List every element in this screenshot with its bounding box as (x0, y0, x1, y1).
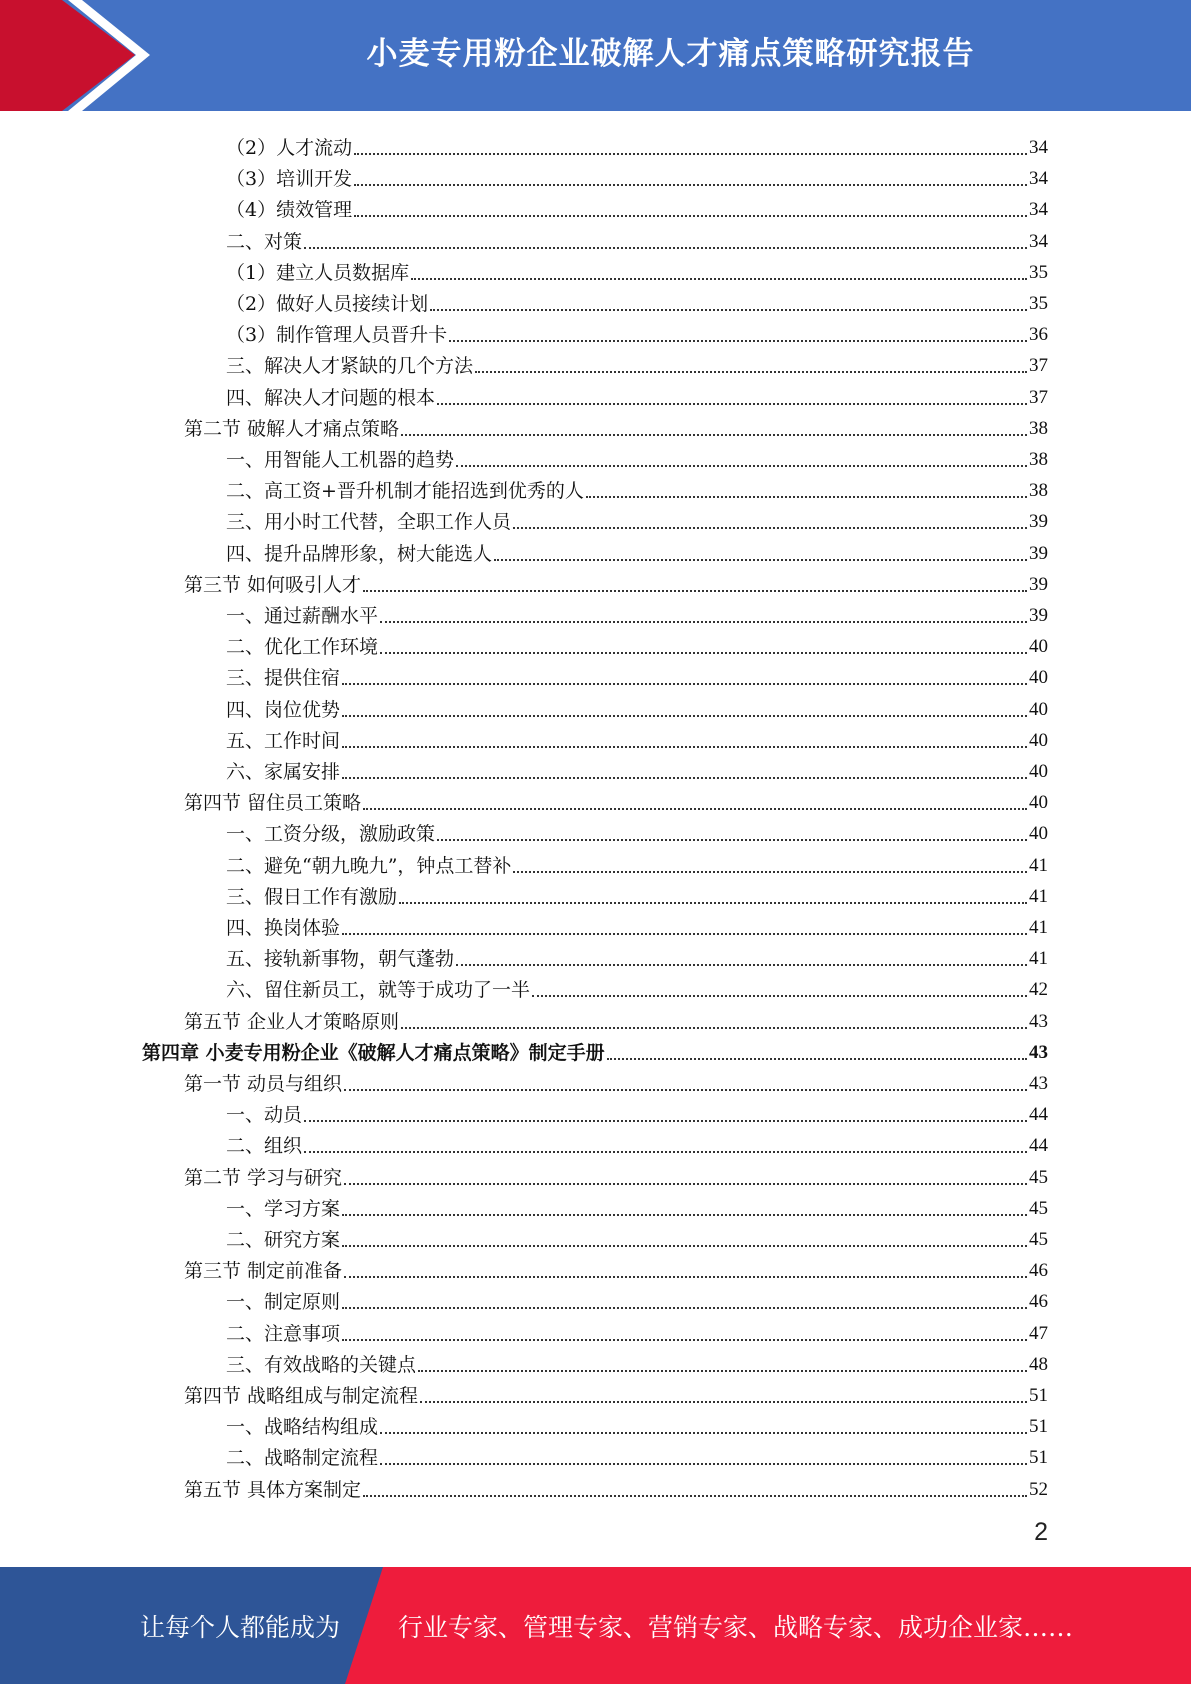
toc-entry-title: 四、解决人才问题的根本 (226, 386, 436, 409)
toc-entry[interactable] (226, 658, 1048, 689)
toc-leader-dots (342, 1307, 1027, 1309)
toc-entry-page: 45 (1029, 1229, 1048, 1250)
toc-entry-page: 38 (1029, 417, 1048, 439)
toc-entry-title: 一、战略结构组成 (226, 1416, 379, 1439)
toc-entry-title: 四、提升品牌形象，树大能选人 (226, 542, 493, 565)
toc-leader-dots (304, 247, 1027, 249)
toc-entry[interactable] (226, 440, 1048, 471)
toc-entry-page: 37 (1029, 355, 1048, 377)
toc-entry-title: 一、工资分级，激励政策 (226, 823, 436, 846)
toc-leader-dots (399, 902, 1027, 904)
toc-entry[interactable] (226, 1407, 1048, 1438)
toc-entry[interactable] (226, 346, 1048, 377)
toc-entry[interactable] (226, 721, 1048, 752)
toc-entry[interactable] (184, 409, 1048, 440)
toc-entry-page: 40 (1029, 667, 1048, 689)
toc-leader-dots (532, 995, 1027, 997)
toc-entry[interactable] (226, 690, 1048, 721)
toc-entry[interactable] (226, 846, 1048, 877)
toc-entry[interactable] (226, 190, 1048, 221)
footer-slogan-right: 行业专家、管理专家、营销专家、战略专家、成功企业家…… (398, 1612, 1074, 1642)
toc-entry-title: 第四节 战略组成与制定流程 (184, 1385, 419, 1407)
toc-leader-dots (380, 652, 1027, 654)
toc-entry-page: 48 (1029, 1353, 1048, 1375)
toc-entry[interactable] (226, 1189, 1048, 1220)
toc-leader-dots (420, 1401, 1027, 1403)
toc-entry-title: 四、换岗体验 (226, 917, 341, 939)
toc-leader-dots (363, 808, 1027, 810)
toc-entry-page: 34 (1029, 199, 1048, 221)
toc-entry-page: 34 (1029, 137, 1048, 158)
toc-leader-dots (354, 184, 1027, 186)
toc-entry[interactable] (226, 159, 1048, 190)
toc-entry-page: 44 (1029, 1104, 1048, 1126)
toc-entry[interactable] (226, 970, 1048, 1001)
toc-entry-title: （3）培训开发 (226, 168, 353, 191)
toc-entry[interactable] (226, 378, 1048, 409)
toc-entry-page: 39 (1029, 542, 1048, 564)
toc-entry-title: 第三节 如何吸引人才 (184, 573, 362, 596)
toc-leader-dots (354, 153, 1027, 155)
toc-entry[interactable] (226, 877, 1048, 908)
toc-entry-title: 二、组织 (226, 1135, 303, 1158)
toc-entry-title: 第一节 动员与组织 (184, 1073, 343, 1095)
toc-entry-title: 一、学习方案 (226, 1197, 341, 1220)
toc-leader-dots (475, 371, 1027, 373)
toc-entry-page: 51 (1029, 1416, 1048, 1438)
toc-entry-page: 43 (1029, 1073, 1048, 1094)
toc-entry-title: 五、接轨新事物，朝气蓬勃 (226, 948, 455, 971)
toc-entry[interactable] (226, 502, 1048, 533)
toc-leader-dots (342, 777, 1027, 779)
toc-entry[interactable] (226, 534, 1048, 565)
toc-leader-dots (354, 215, 1027, 217)
toc-entry[interactable] (184, 1376, 1048, 1407)
toc-leader-dots (607, 1058, 1027, 1060)
toc-leader-dots (342, 715, 1027, 717)
toc-entry-page: 46 (1029, 1260, 1048, 1282)
toc-entry[interactable] (184, 783, 1048, 814)
header-title: 小麦专用粉企业破解人才痛点策略研究报告 (366, 35, 975, 72)
toc-entry[interactable] (226, 814, 1048, 845)
toc-entry[interactable] (226, 596, 1048, 627)
toc-leader-dots (380, 1432, 1027, 1434)
toc-entry-page: 39 (1029, 573, 1048, 595)
toc-entry-page: 40 (1029, 823, 1048, 845)
toc-entry[interactable] (184, 1002, 1048, 1033)
toc-entry-title: 三、提供住宿 (226, 667, 341, 690)
toc-leader-dots (304, 1151, 1027, 1153)
toc-entry-page: 44 (1029, 1135, 1048, 1157)
toc-entry-page: 51 (1029, 1447, 1048, 1469)
toc-leader-dots (344, 1183, 1027, 1185)
toc-entry-page: 41 (1029, 917, 1048, 938)
toc-leader-dots (430, 309, 1027, 311)
toc-leader-dots (456, 465, 1027, 467)
toc-entry-title: 三、用小时工代替，全职工作人员 (226, 511, 512, 534)
toc-leader-dots (411, 278, 1027, 280)
toc-leader-dots (342, 1339, 1027, 1341)
toc-entry-title: 二、避免“朝九晚九”，钟点工替补 (226, 854, 512, 877)
toc-leader-dots (418, 1370, 1027, 1372)
toc-entry-title: 一、制定原则 (226, 1291, 341, 1314)
toc-entry[interactable] (226, 222, 1048, 253)
toc-entry-title: 三、解决人才紧缺的几个方法 (226, 355, 474, 378)
toc-entry-title: 第三节 制定前准备 (184, 1260, 343, 1283)
toc-leader-dots (456, 964, 1027, 966)
toc-leader-dots (363, 590, 1027, 592)
toc-entry-title: 六、家属安排 (226, 761, 341, 783)
toc-entry-page: 45 (1029, 1166, 1048, 1188)
toc-entry-title: 二、战略制定流程 (226, 1447, 379, 1470)
toc-entry-title: 二、优化工作环境 (226, 636, 379, 659)
toc-leader-dots (342, 683, 1027, 685)
toc-entry-page: 35 (1029, 261, 1048, 283)
toc-entry-page: 52 (1029, 1478, 1048, 1500)
toc-entry-title: 二、对策 (226, 230, 303, 253)
toc-entry[interactable] (142, 1033, 1048, 1064)
toc-entry[interactable] (226, 908, 1048, 939)
toc-entry-page: 40 (1029, 729, 1048, 751)
toc-entry-page: 42 (1029, 979, 1048, 1001)
toc-entry-title: （2）做好人员接续计划 (226, 293, 429, 315)
toc-entry[interactable] (226, 1345, 1048, 1376)
page-number: 2 (1034, 1518, 1048, 1546)
toc-entry[interactable] (226, 1282, 1048, 1313)
toc-leader-dots (380, 1463, 1027, 1465)
toc-entry-page: 40 (1029, 636, 1048, 658)
toc-entry-page: 36 (1029, 324, 1048, 346)
toc-entry-title: 第五节 企业人才策略原则 (184, 1010, 400, 1033)
toc-entry[interactable] (184, 1158, 1048, 1189)
toc-leader-dots (449, 340, 1027, 342)
toc-entry-page: 35 (1029, 293, 1048, 314)
toc-entry[interactable] (226, 315, 1048, 346)
footer-slogan-left: 让每个人都能成为 (140, 1612, 341, 1642)
toc-entry-page: 39 (1029, 605, 1048, 626)
toc-entry[interactable] (226, 1438, 1048, 1469)
toc-entry[interactable] (184, 1251, 1048, 1282)
toc-entry-page: 37 (1029, 386, 1048, 408)
toc-entry-title: （2）人才流动 (226, 137, 353, 159)
toc-entry-page: 38 (1029, 449, 1048, 470)
toc-entry-title: 三、有效战略的关键点 (226, 1353, 417, 1376)
toc-entry-page: 41 (1029, 854, 1048, 876)
toc-entry-title: 三、假日工作有激励 (226, 885, 398, 908)
toc-entry-title: 二、研究方案 (226, 1229, 341, 1251)
toc-entry-title: 第二节 破解人才痛点策略 (184, 417, 400, 440)
toc-entry-title: 第二节 学习与研究 (184, 1166, 343, 1189)
toc-entry[interactable] (226, 1095, 1048, 1126)
toc-leader-dots (494, 559, 1027, 561)
toc-entry-title: 四、岗位优势 (226, 698, 341, 721)
toc-leader-dots (437, 839, 1027, 841)
toc-leader-dots (342, 746, 1027, 748)
toc-entry-title: 一、动员 (226, 1104, 303, 1127)
toc-entry-page: 43 (1029, 1010, 1048, 1032)
toc-entry[interactable] (184, 1064, 1048, 1095)
toc-entry-title: 一、通过薪酬水平 (226, 605, 379, 627)
toc-leader-dots (513, 871, 1027, 873)
toc-leader-dots (380, 621, 1027, 623)
toc-entry-page: 39 (1029, 511, 1048, 533)
toc-entry-page: 43 (1029, 1041, 1048, 1063)
toc-entry[interactable] (184, 565, 1048, 596)
toc-leader-dots (342, 1245, 1027, 1247)
toc-entry-page: 34 (1029, 168, 1048, 190)
toc-leader-dots (401, 1027, 1027, 1029)
page-footer (0, 1567, 1191, 1684)
toc-entry[interactable] (226, 284, 1048, 315)
toc-entry[interactable] (226, 939, 1048, 970)
toc-entry-page: 40 (1029, 761, 1048, 782)
toc-entry-page: 41 (1029, 885, 1048, 907)
toc-entry-title: 二、高工资+晋升机制才能招选到优秀的人 (226, 480, 584, 503)
toc-entry-title: （1）建立人员数据库 (226, 261, 410, 284)
toc-entry[interactable] (226, 253, 1048, 284)
toc-entry-title: （3）制作管理人员晋升卡 (226, 324, 448, 347)
toc-entry-page: 45 (1029, 1197, 1048, 1219)
toc-entry-page: 40 (1029, 698, 1048, 720)
toc-entry[interactable] (226, 471, 1048, 502)
toc-entry-page: 40 (1029, 792, 1048, 814)
toc-entry[interactable] (226, 1314, 1048, 1345)
toc-entry-title: 第四节 留住员工策略 (184, 792, 362, 815)
toc-entry-title: 六、留住新员工，就等于成功了一半 (226, 979, 531, 1002)
toc-entry[interactable] (226, 128, 1048, 159)
toc-entry-page: 46 (1029, 1291, 1048, 1313)
toc-entry[interactable] (226, 1126, 1048, 1157)
toc-entry-page: 41 (1029, 948, 1048, 970)
toc-leader-dots (363, 1495, 1027, 1497)
toc-entry-page: 51 (1029, 1385, 1048, 1406)
toc-entry-title: 第五节 具体方案制定 (184, 1478, 362, 1501)
toc-entry[interactable] (184, 1470, 1048, 1501)
toc-leader-dots (586, 496, 1027, 498)
toc-entry[interactable] (226, 627, 1048, 658)
toc-entry-title: 一、用智能人工机器的趋势 (226, 449, 455, 471)
toc-leader-dots (513, 527, 1027, 529)
toc-entry-title: （4）绩效管理 (226, 199, 353, 222)
toc-leader-dots (304, 1120, 1027, 1122)
toc-leader-dots (342, 933, 1027, 935)
toc-entry-title: 第四章 小麦专用粉企业《破解人才痛点策略》制定手册 (142, 1041, 605, 1064)
toc-leader-dots (344, 1276, 1027, 1278)
toc-entry[interactable] (226, 752, 1048, 783)
toc-leader-dots (437, 403, 1027, 405)
toc-entry-page: 34 (1029, 230, 1048, 252)
toc-entry-title: 二、注意事项 (226, 1322, 341, 1345)
page-header (0, 0, 1191, 111)
toc-entry-page: 38 (1029, 480, 1048, 502)
toc-entry-title: 五、工作时间 (226, 729, 341, 752)
toc-leader-dots (342, 1214, 1027, 1216)
toc-leader-dots (344, 1089, 1027, 1091)
toc-entry-page: 47 (1029, 1322, 1048, 1344)
toc-leader-dots (401, 434, 1027, 436)
toc-entry[interactable] (226, 1220, 1048, 1251)
